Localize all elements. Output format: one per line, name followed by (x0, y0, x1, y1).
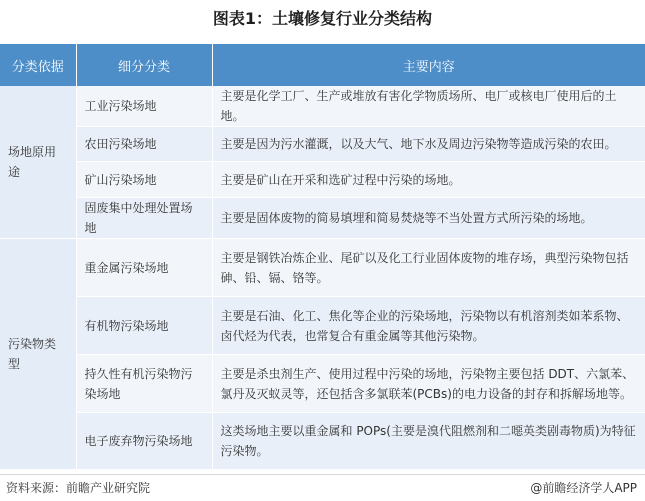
table-row (0, 413, 645, 470)
table-header-row (0, 44, 645, 86)
subcategory-cell: 有机物污染场地 (76, 297, 212, 355)
description-cell: 主要是化学工厂、生产或堆放有害化学物质场所、电厂或核电厂使用后的土地。 (212, 86, 645, 127)
group-label-original-use: 场地原用途 (0, 86, 76, 239)
description-cell: 主要是杀虫剂生产、使用过程中污染的场地，污染物主要包括 DDT、六氯苯、氯丹及灭蚁灵等，还包括含多氯联苯(PCBs)的电力设备的封存和拆解场地等。 (212, 355, 645, 413)
subcategory-cell: 矿山污染场地 (76, 162, 212, 198)
header-basis: 分类依据 (0, 44, 76, 86)
table-row (0, 198, 645, 239)
subcategory-cell: 持久性有机污染物污染场地 (76, 355, 212, 413)
page-title: 图表1：土壤修复行业分类结构 (212, 9, 433, 28)
source-note: 资料来源：前瞻产业研究院 (6, 481, 151, 495)
description-cell: 主要是因为污水灌溉，以及大气、地下水及周边污染物等造成污染的农田。 (212, 127, 645, 162)
group-label-pollutant-type: 污染物类型 (0, 239, 76, 470)
description-cell: 主要是石油、化工、焦化等企业的污染场地，污染物以有机溶剂类如苯系物、卤代烃为代表，也常复合有重金属等其他污染物。 (212, 297, 645, 355)
header-content: 主要内容 (212, 44, 645, 86)
table-row (0, 162, 645, 198)
table-row (0, 355, 645, 413)
subcategory-cell: 电子废弃物污染场地 (76, 413, 212, 470)
subcategory-cell: 固废集中处理处置场地 (76, 198, 212, 239)
description-cell: 主要是钢铁冶炼企业、尾矿以及化工行业固体废物的堆存场，典型污染物包括砷、铅、镉、铬等。 (212, 239, 645, 297)
description-cell: 主要是固体废物的简易填埋和简易焚烧等不当处置方式所污染的场地。 (212, 198, 645, 239)
subcategory-cell: 工业污染场地 (76, 86, 212, 127)
subcategory-cell: 农田污染场地 (76, 127, 212, 162)
table-row (0, 86, 645, 127)
description-cell: 这类场地主要以重金属和 POPs(主要是溴代阻燃剂和二噁英类剧毒物质)为特征污染物。 (212, 413, 645, 470)
description-cell: 主要是矿山在开采和选矿过程中污染的场地。 (212, 162, 645, 198)
footer (0, 474, 645, 499)
brand-text: @前瞻经济学人APP (530, 481, 637, 495)
header-subcategory: 细分分类 (76, 44, 212, 86)
brand-attribution (530, 479, 637, 496)
table-row (0, 297, 645, 355)
classification-table (0, 44, 645, 470)
subcategory-cell: 重金属污染场地 (76, 239, 212, 297)
table-row (0, 127, 645, 162)
table-row (0, 239, 645, 297)
